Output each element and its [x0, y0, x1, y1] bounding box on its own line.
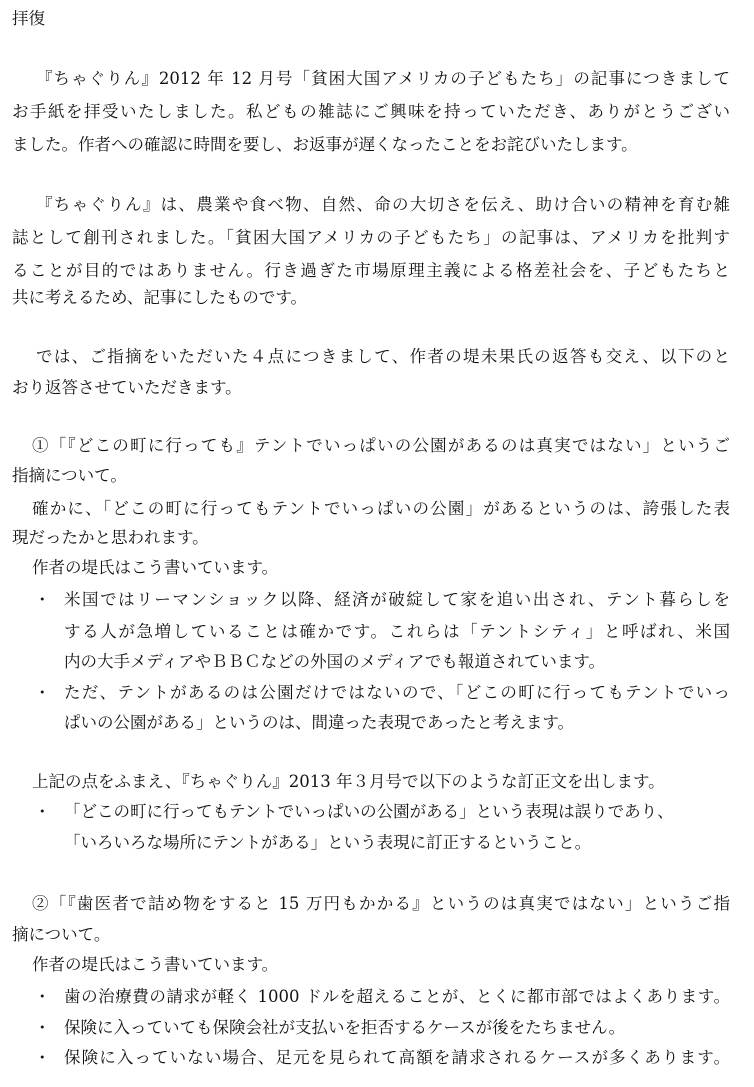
- text-line: お手紙を拝受いたしました。私どもの雑誌にご興味を持っていただき、ありがとうござい: [12, 102, 730, 121]
- bullet-mark: ・: [34, 1048, 51, 1067]
- point-1-heading: ①「『どこの町に行っても』テントでいっぱいの公園があるのは真実ではない」というご: [32, 436, 730, 455]
- bullet-mark: ・: [34, 802, 51, 821]
- bullet-text: 内の大手メディアやＢＢＣなどの外国のメディアでも報道されています。: [64, 652, 606, 671]
- correction-text: 「いろいろな場所にテントがある」という表現に訂正するということ。: [64, 833, 592, 852]
- text-line: ました。作者への確認に時間を要し、お返事が遅くなったことをお詫びいたします。: [12, 135, 638, 154]
- point-1-heading: 指摘について。: [12, 466, 127, 485]
- text-line: 『ちゃぐりん』は、農業や食べ物、自然、命の大切さを伝え、助け合いの精神を育む雑: [36, 195, 730, 214]
- author-intro: 作者の堤氏はこう書いています。: [32, 558, 279, 577]
- point-1-reply: 現だったかと思われます。: [12, 528, 209, 547]
- bullet-text: 歯の治療費の請求が軽く 1000 ドルを超えることが、とくに都市部ではよくあります。: [64, 987, 730, 1006]
- text-line: ることが目的ではありません。行き過ぎた市場原理主義による格差社会を、子どもたちと: [12, 261, 730, 280]
- bullet-mark: ・: [34, 683, 51, 702]
- correction-intro: 上記の点をふまえ、『ちゃぐりん』2013 年３月号で以下のような訂正文を出します。: [32, 772, 665, 791]
- point-2-heading: 摘について。: [12, 925, 111, 944]
- bullet-text: する人が急増していることは確かです。これらは「テントシティ」と呼ばれ、米国: [64, 622, 730, 641]
- bullet-mark: ・: [34, 1018, 51, 1037]
- point-1-reply: 確かに、「どこの町に行ってもテントでいっぱいの公園」があるというのは、誇張した表: [32, 499, 730, 518]
- bullet-text: ただ、テントがあるのは公園だけではないので、「どこの町に行ってもテントでいっ: [64, 683, 730, 702]
- text-line: では、ご指摘をいただいた４点につきまして、作者の堤未果氏の返答も交え、以下のと: [36, 347, 730, 366]
- greeting: 拝復: [12, 9, 45, 28]
- bullet-text: 保険に入っていない場合、足元を見られて高額を請求されるケースが多くあります。: [64, 1048, 730, 1067]
- author-intro: 作者の堤氏はこう書いています。: [32, 955, 279, 974]
- text-line: 共に考えるため、記事にしたものです。: [12, 288, 308, 307]
- text-line: 誌として創刊されました。「貧困大国アメリカの子どもたち」の記事は、アメリカを批判す: [12, 228, 730, 247]
- bullet-mark: ・: [34, 987, 51, 1006]
- point-2-heading: ②「『歯医者で詰め物をすると 15 万円もかかる』というのは真実ではない」というご指: [32, 894, 730, 913]
- text-line: 『ちゃぐりん』2012 年 12 月号「貧困大国アメリカの子どもたち」の記事につきまして: [36, 69, 730, 88]
- bullet-text: 保険に入っていても保険会社が支払いを拒否するケースが後をたちません。: [64, 1018, 626, 1037]
- bullet-mark: ・: [34, 590, 51, 609]
- bullet-text: ぱいの公園がある」というのは、間違った表現であったと考えます。: [64, 713, 575, 732]
- text-line: おり返答させていただきます。: [12, 378, 242, 397]
- bullet-text: 米国ではリーマンショック以降、経済が破綻して家を追い出され、テント暮らしを: [64, 590, 730, 609]
- correction-text: 「どこの町に行ってもテントでいっぱいの公園がある」という表現は誤りであり、: [64, 802, 674, 821]
